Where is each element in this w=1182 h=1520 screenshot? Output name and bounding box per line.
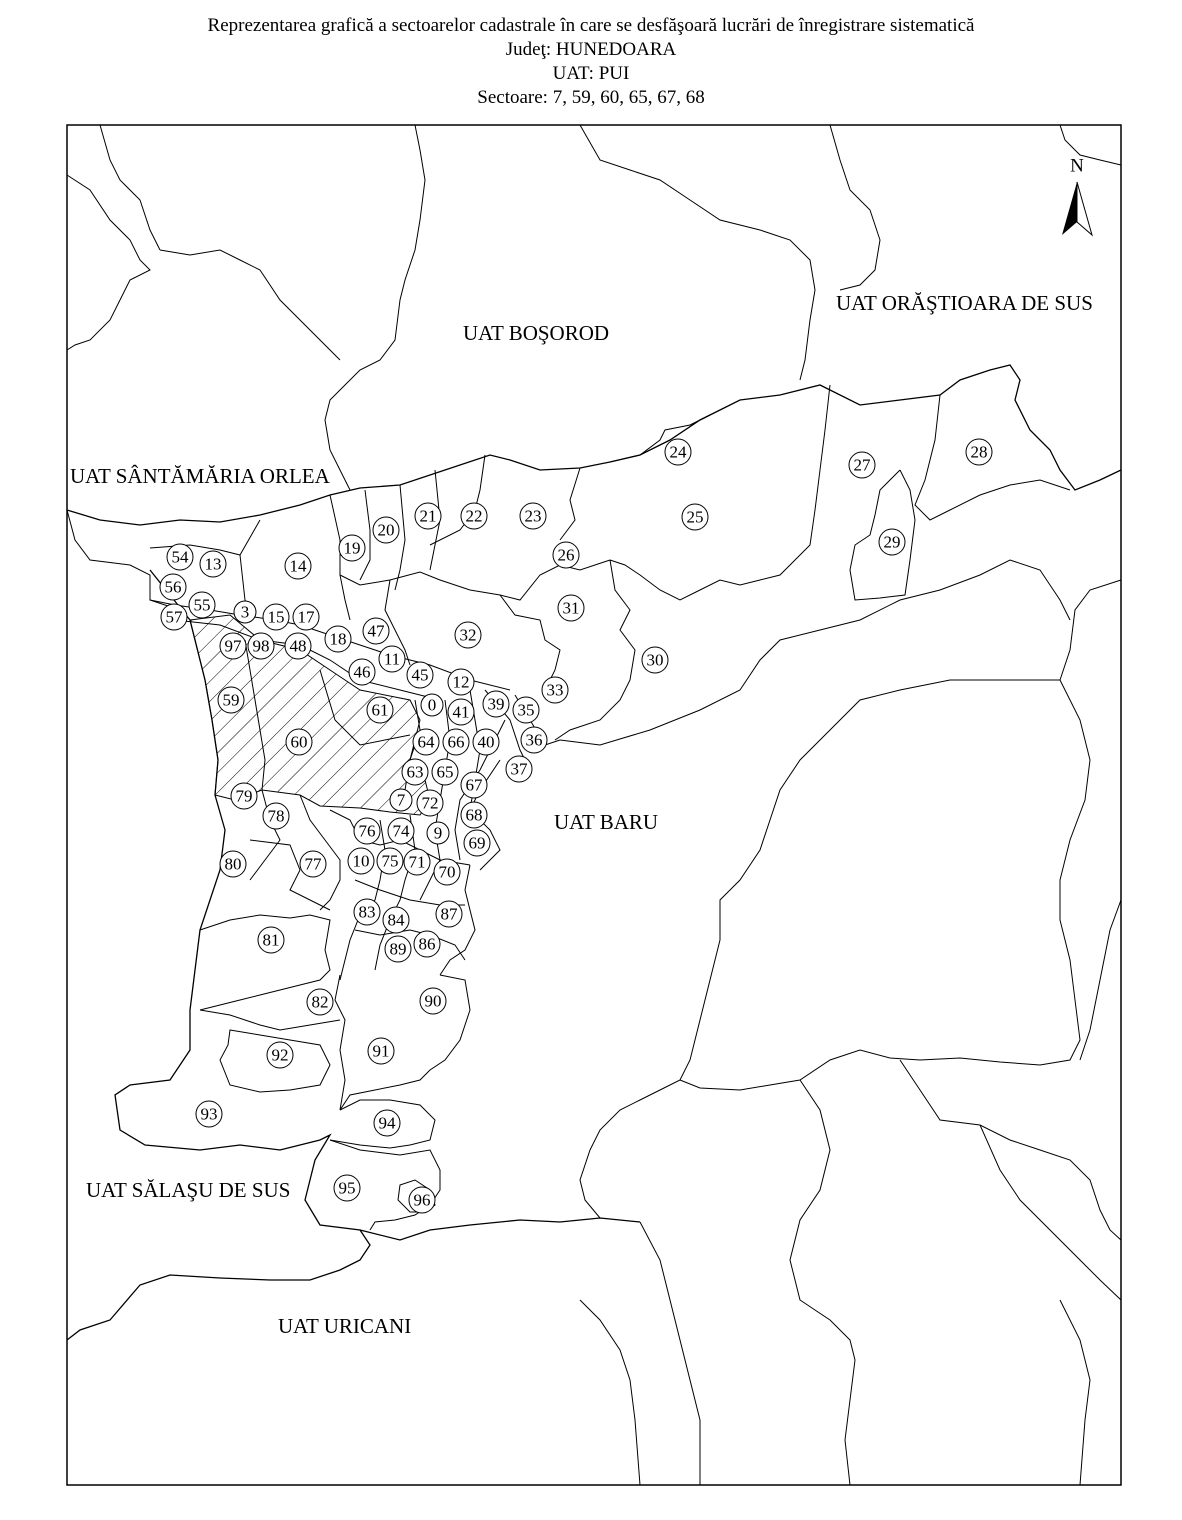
- sector-number: 82: [311, 992, 329, 1012]
- sector-19-label: [339, 535, 365, 561]
- sector-10-label: [348, 848, 374, 874]
- sector-63-label: [402, 759, 428, 785]
- sector-number: 7: [396, 790, 406, 810]
- sector-number: 66: [447, 732, 465, 752]
- county-label: Judeţ: HUNEDOARA: [505, 39, 677, 60]
- sector-55-label: [189, 592, 215, 618]
- sector-number: 98: [252, 636, 270, 656]
- sector-number: 97: [224, 636, 242, 656]
- sector-number: 56: [164, 577, 182, 597]
- sector-54-label: [167, 544, 193, 570]
- sector-number: 33: [546, 680, 564, 700]
- sector-number: 74: [392, 821, 410, 841]
- sector-7-label: [390, 789, 412, 811]
- sector-25-label: [682, 504, 708, 530]
- sectors-label: Sectoare: 7, 59, 60, 65, 67, 68: [477, 87, 705, 108]
- sector-number: 91: [372, 1041, 390, 1061]
- sector-17-label: [293, 604, 319, 630]
- sector-number: 41: [452, 702, 470, 722]
- sector-number: 65: [436, 762, 454, 782]
- sector-21-label: [415, 503, 441, 529]
- sector-number: 60: [290, 732, 308, 752]
- sector-number: 69: [468, 833, 486, 853]
- sector-37-label: [506, 756, 532, 782]
- sector-45-label: [407, 662, 433, 688]
- sector-31-label: [558, 595, 584, 621]
- sector-number: 72: [421, 793, 439, 813]
- sector-48-label: [285, 633, 311, 659]
- sector-number: 84: [387, 910, 405, 930]
- sector-number: 54: [171, 547, 189, 567]
- sector-number: 10: [352, 851, 370, 871]
- sector-number: 61: [371, 700, 389, 720]
- sector-78-label: [263, 803, 289, 829]
- sector-77-label: [300, 851, 326, 877]
- sector-number: 77: [304, 854, 322, 874]
- sector-number: 64: [417, 732, 435, 752]
- sector-27-label: [849, 452, 875, 478]
- sector-number: 46: [353, 662, 371, 682]
- sector-15-label: [263, 604, 289, 630]
- sector-number: 89: [389, 939, 407, 959]
- sector-72-label: [417, 790, 443, 816]
- sector-40-label: [473, 729, 499, 755]
- sector-39-label: [483, 691, 509, 717]
- sector-number: 31: [562, 598, 580, 618]
- sector-59-label: [218, 687, 244, 713]
- sector-20-label: [373, 517, 399, 543]
- sector-number: 76: [358, 821, 376, 841]
- sector-number: 39: [487, 694, 505, 714]
- sector-82-label: [307, 989, 333, 1015]
- uat-santamaria-label: UAT SÂNTĂMĂRIA ORLEA: [70, 464, 330, 488]
- sector-number: 29: [883, 532, 901, 552]
- sector-22-label: [461, 503, 487, 529]
- sector-number: 28: [970, 442, 988, 462]
- sector-65-label: [432, 759, 458, 785]
- north-label: N: [1070, 155, 1084, 177]
- sector-number: 45: [411, 665, 429, 685]
- sector-80-label: [220, 851, 246, 877]
- sector-93-label: [196, 1101, 222, 1127]
- sector-number: 47: [367, 621, 385, 641]
- sector-70-label: [434, 859, 460, 885]
- sector-68-label: [461, 802, 487, 828]
- sector-number: 75: [381, 851, 399, 871]
- sector-67-label: [461, 772, 487, 798]
- uat-orastioara-label: UAT ORĂŞTIOARA DE SUS: [836, 291, 1093, 315]
- sector-number: 19: [343, 538, 361, 558]
- sector-number: 93: [200, 1104, 218, 1124]
- sector-57-label: [161, 604, 187, 630]
- sector-95-label: [334, 1175, 360, 1201]
- sector-81-label: [258, 927, 284, 953]
- sector-number: 13: [204, 554, 222, 574]
- sector-number: 0: [427, 695, 437, 715]
- sector-18-label: [325, 626, 351, 652]
- sector-86-label: [414, 931, 440, 957]
- sector-number: 23: [524, 506, 542, 526]
- sector-29-label: [879, 529, 905, 555]
- sector-number: 81: [262, 930, 280, 950]
- sector-36-label: [521, 727, 547, 753]
- sector-12-label: [448, 669, 474, 695]
- sector-89-label: [385, 936, 411, 962]
- sector-number: 9: [433, 823, 443, 843]
- sector-33-label: [542, 677, 568, 703]
- sector-92-label: [267, 1042, 293, 1068]
- sector-87-label: [436, 901, 462, 927]
- sector-boundaries: [150, 385, 1070, 1230]
- sector-number: 68: [465, 805, 483, 825]
- sector-71-label: [404, 849, 430, 875]
- sector-number: 55: [193, 595, 211, 615]
- sector-69-label: [464, 830, 490, 856]
- sector-79-label: [231, 783, 257, 809]
- sector-83-label: [354, 899, 380, 925]
- sector-number: 36: [525, 730, 543, 750]
- sector-76-label: [354, 818, 380, 844]
- sector-number: 15: [267, 607, 285, 627]
- sector-number: 18: [329, 629, 347, 649]
- sector-98-label: [248, 633, 274, 659]
- sector-number: 17: [297, 607, 315, 627]
- uat-label: UAT: PUI: [552, 63, 630, 84]
- sector-number: 14: [289, 556, 307, 576]
- sector-number: 26: [557, 545, 575, 565]
- sector-number: 25: [686, 507, 704, 527]
- sector-90-label: [420, 988, 446, 1014]
- sector-number: 12: [452, 672, 470, 692]
- sector-32-label: [455, 622, 481, 648]
- uat-uricani-label: UAT URICANI: [278, 1314, 412, 1338]
- sector-number: 30: [646, 650, 664, 670]
- sector-9-label: [427, 822, 449, 844]
- sector-41-label: [448, 699, 474, 725]
- sector-number: 67: [465, 775, 483, 795]
- sector-number: 40: [477, 732, 495, 752]
- uat-baru-label: UAT BARU: [554, 810, 659, 834]
- sector-13-label: [200, 551, 226, 577]
- sector-96-label: [409, 1187, 435, 1213]
- sector-number: 59: [222, 690, 240, 710]
- sector-28-label: [966, 439, 992, 465]
- sector-number: 78: [267, 806, 285, 826]
- sector-23-label: [520, 503, 546, 529]
- sector-3-label: [234, 601, 256, 623]
- sector-75-label: [377, 848, 403, 874]
- sector-24-label: [665, 439, 691, 465]
- sector-number: 21: [419, 506, 437, 526]
- sector-number: 79: [235, 786, 253, 806]
- sector-number: 37: [510, 759, 528, 779]
- neighbor-labels: [70, 291, 1093, 1338]
- sector-26-label: [553, 542, 579, 568]
- sector-number: 20: [377, 520, 395, 540]
- sector-61-label: [367, 697, 393, 723]
- sector-number: 95: [338, 1178, 356, 1198]
- sector-66-label: [443, 729, 469, 755]
- sector-number: 24: [669, 442, 687, 462]
- sector-number: 83: [358, 902, 376, 922]
- sector-number: 90: [424, 991, 442, 1011]
- sector-number: 48: [289, 636, 307, 656]
- sector-number: 11: [383, 649, 401, 669]
- sector-56-label: [160, 574, 186, 600]
- sector-number: 70: [438, 862, 456, 882]
- sector-14-label: [285, 553, 311, 579]
- sector-91-label: [368, 1038, 394, 1064]
- sector-number: 27: [853, 455, 871, 475]
- uat-salasu-label: UAT SĂLAŞU DE SUS: [86, 1178, 291, 1202]
- sector-number: 3: [240, 602, 250, 622]
- sector-47-label: [363, 618, 389, 644]
- uat-bosorod-label: UAT BOŞOROD: [463, 321, 610, 345]
- sector-64-label: [413, 729, 439, 755]
- sector-number: 87: [440, 904, 458, 924]
- sector-number: 92: [271, 1045, 289, 1065]
- sector-30-label: [642, 647, 668, 673]
- sector-35-label: [513, 697, 539, 723]
- sector-97-label: [220, 633, 246, 659]
- sector-94-label: [374, 1110, 400, 1136]
- sector-number: 80: [224, 854, 242, 874]
- sector-74-label: [388, 818, 414, 844]
- sector-number: 35: [517, 700, 535, 720]
- sector-number: 86: [418, 934, 436, 954]
- north-arrow: [1062, 156, 1092, 236]
- sector-number: 63: [406, 762, 424, 782]
- sector-60-label: [286, 729, 312, 755]
- sector-0-label: [421, 694, 443, 716]
- sector-number: 94: [378, 1113, 396, 1133]
- sector-11-label: [379, 646, 405, 672]
- sector-number: 96: [413, 1190, 431, 1210]
- sector-number: 22: [465, 506, 483, 526]
- sector-84-label: [383, 907, 409, 933]
- sector-46-label: [349, 659, 375, 685]
- sector-number: 71: [408, 852, 426, 872]
- sector-number: 32: [459, 625, 477, 645]
- map-title: Reprezentarea grafică a sectoarelor cadastrale în care se desfăşoară lucrări de înregistrare sistematică: [207, 15, 975, 36]
- sector-number: 57: [165, 607, 183, 627]
